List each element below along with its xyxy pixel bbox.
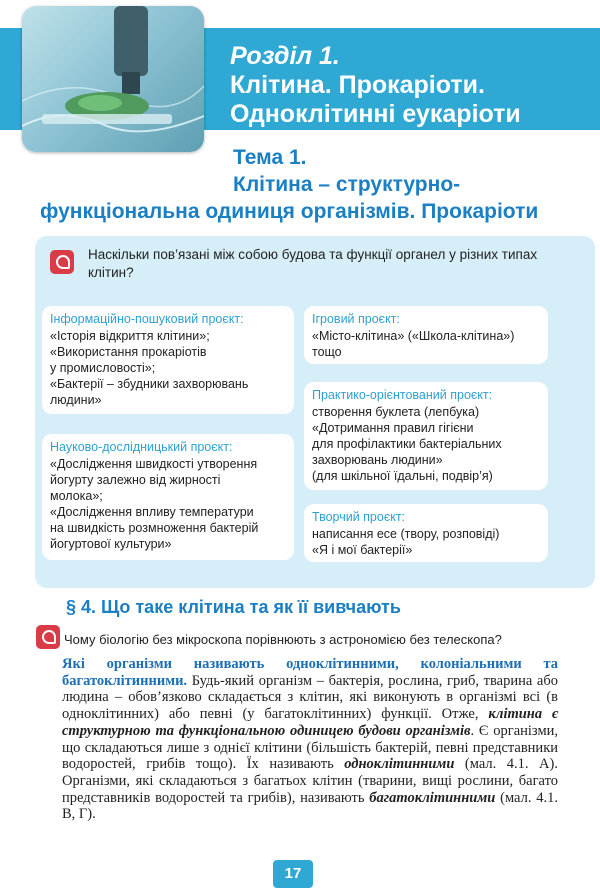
practical-project-line: «Дотримання правил гігієни	[312, 421, 474, 435]
practical-project-line: (для шкільної їдальні, подвір’я)	[312, 469, 493, 483]
research-project-line: «Дослідження швидкості утворення	[50, 457, 258, 471]
body-paragraph	[62, 656, 558, 823]
game-project-card	[304, 306, 548, 364]
body-definition: клітина є структурною та функціональною одиницею будови організмів	[62, 706, 558, 739]
body-text-run: Будь-який організм – бактерія, рослина, гриб, тварина або людина – обов’язково складається з клітин, які виконують в організмі всі (в одноклітинних) або певні (у багатоклітинних) функції. Отже,	[62, 672, 558, 723]
research-project-line: йогурту залежно від жирності	[50, 473, 221, 487]
info-project-title: Інформаційно-пошуковий проєкт:	[50, 312, 244, 326]
info-project-line: у промисловості»;	[50, 361, 156, 375]
creative-project-line: «Я і мої бактерії»	[312, 543, 413, 557]
paragraph-question: Чому біологію без мікроскопа порівнюють з астрономією без телескопа?	[64, 632, 502, 647]
game-project-title: Ігровий проєкт:	[312, 312, 400, 326]
key-question: Наскільки пов’язані між собою будова та функції органел у різних типах клітин?	[88, 247, 538, 280]
paragraph-title: § 4. Що таке клітина та як її вивчають	[66, 597, 401, 617]
practical-project-line: захворювань людини»	[312, 453, 443, 467]
info-project-line: «Історія відкриття клітини»;	[50, 329, 210, 343]
body-text-run: (мал. 4.1. А). Організми, які складаються з багатьох клітин (тварини, вищі рослини, багато представників водоростей та грибів), називають	[62, 756, 558, 806]
question-icon	[50, 250, 74, 274]
practical-project-title: Практико-орієнтований проєкт:	[312, 388, 493, 402]
question-icon	[36, 625, 60, 649]
creative-project-card	[304, 504, 548, 562]
page-number: 17	[273, 860, 313, 888]
info-project-line: «Використання прокаріотів	[50, 345, 207, 359]
topic-line1: Клітина – структурно-	[233, 173, 461, 196]
body-term: багатоклітинними	[369, 789, 496, 806]
info-project-card	[42, 306, 294, 414]
research-project-title: Науково-дослідницький проєкт:	[50, 440, 233, 454]
section-title	[230, 42, 521, 129]
body-text-run: . Є організми, що складаються лише з однієї клітини (більшість бактерій, певні представники водоростей, грибів тощо). Їх називають	[62, 722, 559, 773]
microscope-photo	[22, 6, 204, 152]
game-project-line: «Місто-клітина» («Школа-клітина»)	[312, 329, 515, 343]
practical-project-card	[304, 382, 548, 490]
creative-project-title: Творчий проєкт:	[312, 510, 406, 524]
body-heading: Які організми називають одноклітинними, колоніальними та багатоклітинними.	[62, 656, 558, 689]
section-name-line2: Одноклітинні еукаріоти	[230, 100, 521, 128]
research-project-line: на швидкість розмноження бактерій	[50, 521, 259, 535]
body-term: одноклітинними	[344, 756, 455, 773]
practical-project-line: для профілактики бактеріальних	[312, 437, 502, 451]
practical-project-line: створення буклета (лепбука)	[312, 405, 480, 419]
topic-line2: функціональна одиниця організмів. Прокаріоти	[40, 200, 539, 223]
info-project-line: людини»	[50, 393, 102, 407]
section-name-line1: Клітина. Прокаріоти.	[230, 71, 485, 99]
research-project-line: йогуртової культури»	[50, 537, 172, 551]
creative-project-line: написання есе (твору, розповіді)	[312, 527, 500, 541]
research-project-line: молока»;	[50, 489, 103, 503]
info-project-line: «Бактерії – збудники захворювань	[50, 377, 249, 391]
section-number: Розділ 1.	[230, 42, 340, 70]
research-project-line: «Дослідження впливу температури	[50, 505, 254, 519]
body-text-run: (мал. 4.1. В, Г).	[62, 789, 558, 823]
game-project-line: тощо	[312, 345, 342, 359]
topic-number: Тема 1.	[233, 146, 307, 169]
research-project-card	[42, 434, 294, 560]
